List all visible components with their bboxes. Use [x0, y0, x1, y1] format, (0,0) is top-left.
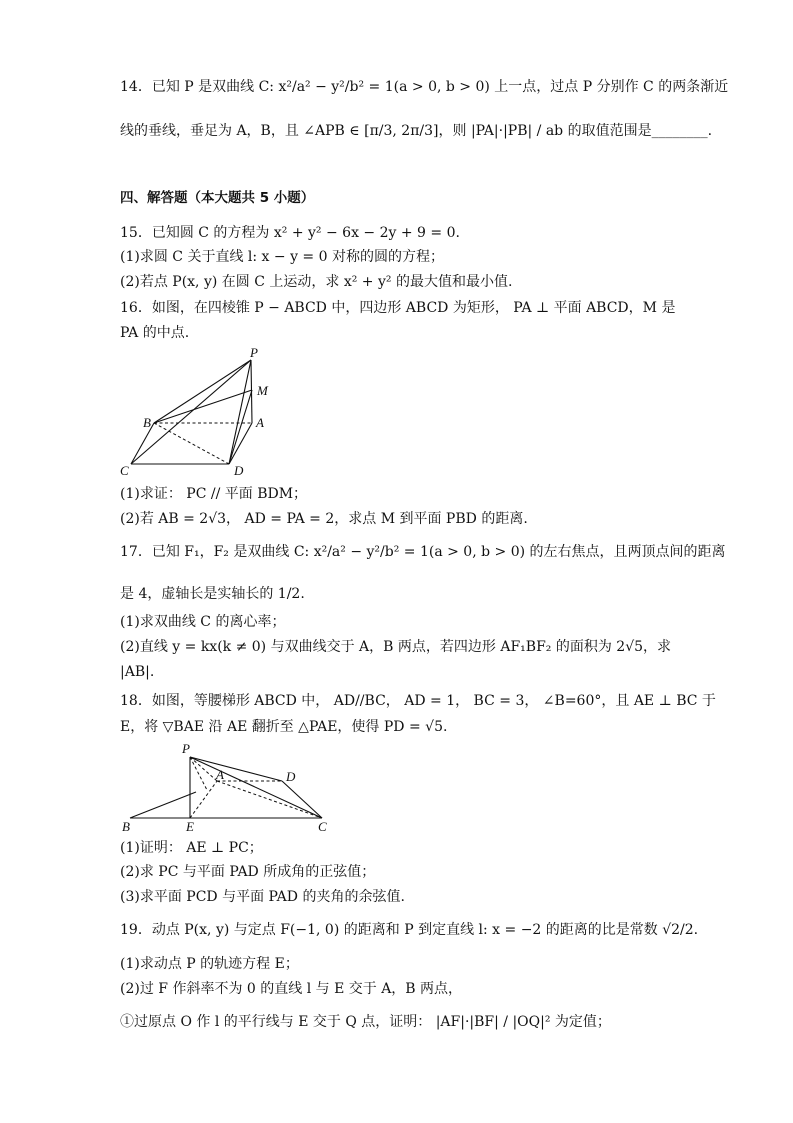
q15-part2: (2)若点 P(x, y) 在圆 C 上运动，求 x² + y² 的最大值和最小值.: [120, 274, 513, 290]
q17-part2-line1: (2)直线 y = kx(k ≠ 0) 与双曲线交于 A，B 两点，若四边形 AF₁BF₂ 的面积为 2√5，求: [120, 639, 672, 655]
q19-part2-sub1: ①过原点 O 作 l 的平行线与 E 交于 Q 点，证明： |AF|·|BF| / |OQ|² 为定值；: [120, 1014, 611, 1030]
q16-label-D: D: [234, 463, 244, 478]
q17-part2-line2: |AB|.: [120, 664, 155, 680]
q18-stem-line2: E，将 ▽BAE 沿 AE 翻折至 △PAE，使得 PD = √5.: [120, 719, 448, 735]
q18-label-B: B: [122, 819, 130, 834]
q16-part1: (1)求证： PC // 平面 BDM；: [120, 486, 308, 502]
q17-stem-line1: 17．已知 F₁，F₂ 是双曲线 C: x²/a² − y²/b² = 1(a > 0, b > 0) 的左右焦点，且两顶点间的距离: [120, 544, 726, 560]
q18-label-D: D: [286, 769, 296, 784]
q16-label-A: A: [256, 415, 264, 430]
section-title: 四、解答题（本大题共 5 小题）: [120, 190, 315, 206]
q18-part2: (2)求 PC 与平面 PAD 所成角的正弦值；: [120, 864, 376, 880]
q17-part1: (1)求双曲线 C 的离心率；: [120, 614, 286, 630]
q18-stem-line1: 18．如图，等腰梯形 ABCD 中， AD//BC， AD = 1， BC = 3， ∠B=60°，且 AE ⊥ BC 于: [120, 693, 716, 709]
q18-label-A: A: [216, 767, 224, 782]
q14-line1: 14．已知 P 是双曲线 C: x²/a² − y²/b² = 1(a > 0, b > 0) 上一点，过点 P 分别作 C 的两条渐近: [120, 79, 729, 95]
q16-label-C: C: [120, 463, 129, 478]
q14-line2: 线的垂线，垂足为 A，B，且 ∠APB ∈ [π/3, 2π/3]，则 |PA|·|PB| / ab 的取值范围是________.: [120, 123, 713, 139]
q18-label-C: C: [318, 819, 327, 834]
q16-label-M: M: [257, 383, 268, 398]
q18-part3: (3)求平面 PCD 与平面 PAD 的夹角的余弦值.: [120, 889, 405, 905]
q19-part1: (1)求动点 P 的轨迹方程 E；: [120, 956, 299, 972]
q19-stem: 19．动点 P(x, y) 与定点 F(−1, 0) 的距离和 P 到定直线 l: x = −2 的距离的比是常数 √2/2.: [120, 922, 699, 938]
q15-stem: 15．已知圆 C 的方程为 x² + y² − 6x − 2y + 9 = 0.: [120, 225, 460, 241]
q19-part2: (2)过 F 作斜率不为 0 的直线 l 与 E 交于 A，B 两点，: [120, 981, 463, 997]
q16-label-P: P: [250, 345, 258, 360]
q18-part1: (1)证明： AE ⊥ PC；: [120, 840, 263, 856]
q15-part1: (1)求圆 C 关于直线 l: x − y = 0 对称的圆的方程；: [120, 249, 444, 265]
q17-stem-line2: 是 4，虚轴长是实轴长的 1/2.: [120, 586, 305, 602]
q16-label-B: B: [143, 415, 151, 430]
q18-label-E: E: [186, 819, 194, 834]
q16-part2: (2)若 AB = 2√3， AD = PA = 2，求点 M 到平面 PBD 的距离.: [120, 511, 528, 527]
q16-stem-line1: 16．如图，在四棱锥 P − ABCD 中，四边形 ABCD 为矩形， PA ⊥ 平面 ABCD，M 是: [120, 300, 676, 316]
q18-label-P: P: [182, 741, 190, 756]
q16-stem-line2: PA 的中点.: [120, 325, 190, 341]
